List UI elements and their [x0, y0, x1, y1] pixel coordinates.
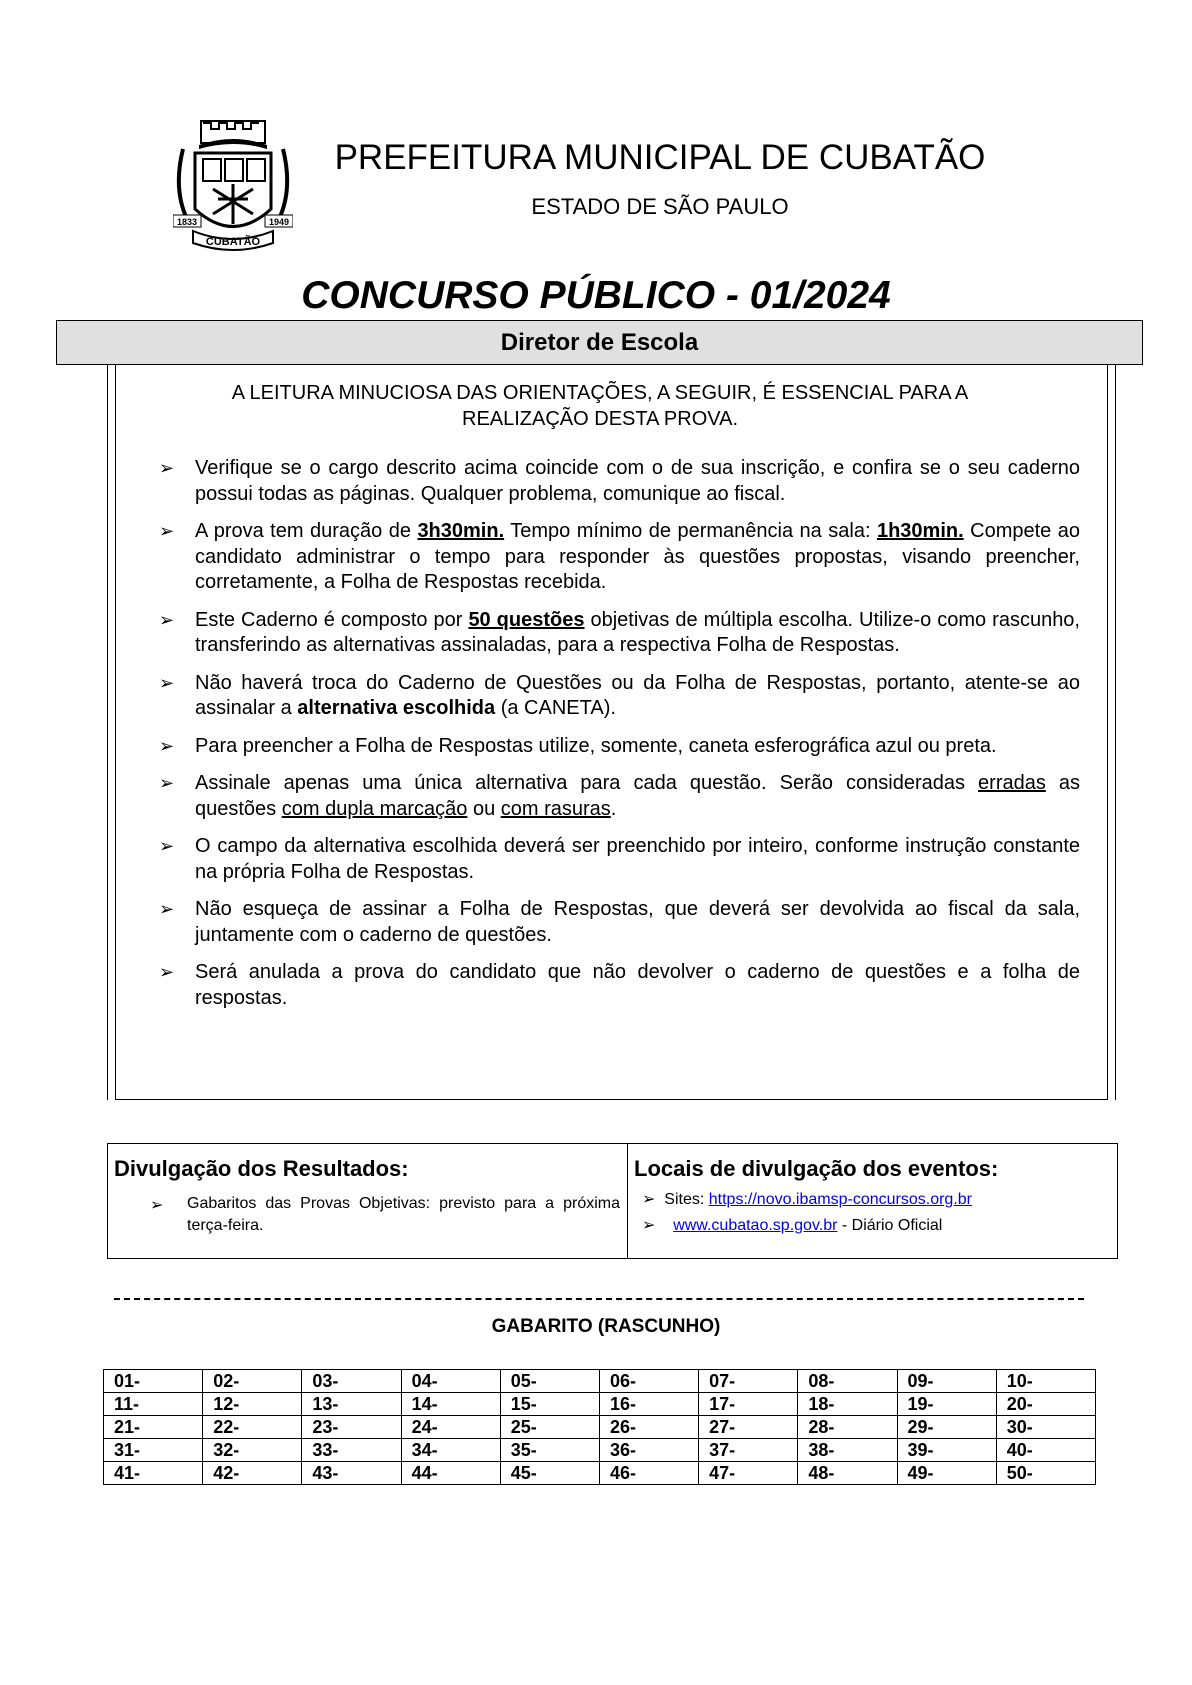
answer-cell[interactable]: 01- — [104, 1370, 203, 1393]
table-row — [104, 1462, 1096, 1485]
answer-cell[interactable]: 36- — [599, 1439, 698, 1462]
answer-cell[interactable]: 32- — [203, 1439, 302, 1462]
answer-cell[interactable]: 34- — [401, 1439, 500, 1462]
answer-cell[interactable]: 08- — [798, 1370, 897, 1393]
answer-cell[interactable]: 45- — [500, 1462, 599, 1485]
instruction-item: ➢ Para preencher a Folha de Respostas utilize, somente, caneta esferográfica azul ou preta. — [159, 734, 1080, 760]
answer-cell[interactable]: 28- — [798, 1416, 897, 1439]
ibamsp-link[interactable]: https://novo.ibamsp-concursos.org.br — [708, 1191, 972, 1208]
answer-cell[interactable]: 02- — [203, 1370, 302, 1393]
answer-cell[interactable]: 19- — [897, 1393, 996, 1416]
answer-cell[interactable]: 15- — [500, 1393, 599, 1416]
answer-key-title: GABARITO (RASCUNHO) — [491, 1316, 721, 1337]
answer-cell[interactable]: 10- — [996, 1370, 1095, 1393]
cubatao-coat-of-arms-logo — [173, 119, 293, 255]
answer-cell[interactable]: 23- — [302, 1416, 401, 1439]
answer-cell[interactable]: 43- — [302, 1462, 401, 1485]
answer-cell[interactable]: 25- — [500, 1416, 599, 1439]
answer-cell[interactable]: 21- — [104, 1416, 203, 1439]
municipality-title: PREFEITURA MUNICIPAL DE CUBATÃO — [334, 138, 986, 177]
answer-cell[interactable]: 04- — [401, 1370, 500, 1393]
results-title: Divulgação dos Resultados: — [114, 1156, 409, 1181]
instruction-item: ➢ Não esqueça de assinar a Folha de Respostas, que deverá ser devolvida ao fiscal da sala, juntamente com o caderno de questões. — [159, 898, 1080, 946]
state-subtitle: ESTADO DE SÃO PAULO — [531, 194, 789, 219]
instruction-item: ➢ Será anulada a prova do candidato que não devolver o caderno de questões e a folha de respostas. — [159, 961, 1080, 1009]
instruction-item: ➢ Este Caderno é composto por 50 questões objetivas de múltipla escolha. Utilize-o como rascunho, transferindo as alternativas assinaladas, para a respectiva Folha de Respostas. — [159, 608, 1080, 656]
arrow-bullet-icon: ➢ — [159, 458, 175, 478]
answer-cell[interactable]: 35- — [500, 1439, 599, 1462]
arrow-bullet-icon: ➢ — [159, 836, 175, 856]
arrow-bullet-icon: ➢ — [159, 899, 175, 919]
arrow-bullet-icon: ➢ — [159, 672, 175, 693]
table-row — [104, 1370, 1096, 1393]
job-role-banner: Diretor de Escola — [56, 320, 1143, 365]
results-item: ➢ Gabaritos das Provas Objetivas: previsto para a próxima terça-feira. — [150, 1195, 620, 1234]
answer-cell[interactable]: 33- — [302, 1439, 401, 1462]
answer-cell[interactable]: 06- — [599, 1370, 698, 1393]
answer-cell[interactable]: 13- — [302, 1393, 401, 1416]
answer-cell[interactable]: 50- — [996, 1462, 1095, 1485]
arrow-bullet-icon: ➢ — [642, 1217, 656, 1234]
arrow-bullet-icon: ➢ — [159, 609, 175, 630]
instructions-list — [159, 456, 1080, 1023]
divider — [627, 1143, 628, 1259]
answer-cell[interactable]: 48- — [798, 1462, 897, 1485]
locations-title: Locais de divulgação dos eventos: — [634, 1156, 999, 1181]
answer-cell[interactable]: 14- — [401, 1393, 500, 1416]
instructions-intro: A LEITURA MINUCIOSA DAS ORIENTAÇÕES, A SEGUIR, É ESSENCIAL PARA A REALIZAÇÃO DESTA PROVA. — [231, 382, 969, 430]
arrow-bullet-icon: ➢ — [150, 1197, 164, 1214]
instruction-item: ➢ Verifique se o cargo descrito acima coincide com o de sua inscrição, e confira se o seu caderno possui todas as páginas. Qualquer problema, comunique ao fiscal. — [159, 457, 1080, 505]
arrow-bullet-icon: ➢ — [159, 521, 175, 541]
answer-cell[interactable]: 31- — [104, 1439, 203, 1462]
instruction-item: ➢ Não haverá troca do Caderno de Questões ou da Folha de Respostas, portanto, atente-se ao assinalar a alternativa escolhida (a CANETA). — [159, 671, 1080, 719]
instruction-item: ➢ O campo da alternativa escolhida deverá ser preenchido por inteiro, conforme instrução constante na própria Folha de Respostas. — [159, 835, 1080, 883]
answer-cell[interactable]: 16- — [599, 1393, 698, 1416]
answer-cell[interactable]: 46- — [599, 1462, 698, 1485]
answer-cell[interactable]: 22- — [203, 1416, 302, 1439]
svg-text:CUBATÃO: CUBATÃO — [205, 236, 261, 248]
answer-cell[interactable]: 49- — [897, 1462, 996, 1485]
table-row — [104, 1416, 1096, 1439]
location-official: ➢ www.cubatao.sp.gov.br - Diário Oficial — [642, 1217, 943, 1234]
answer-cell[interactable]: 07- — [699, 1370, 798, 1393]
answer-cell[interactable]: 26- — [599, 1416, 698, 1439]
answer-cell[interactable]: 39- — [897, 1439, 996, 1462]
border-line — [107, 365, 108, 1100]
exam-title: CONCURSO PÚBLICO - 01/2024 — [301, 274, 891, 317]
instruction-item: ➢ Assinale apenas uma única alternativa para cada questão. Serão consideradas erradas as questões com dupla marcação ou com rasuras. — [159, 772, 1081, 820]
answer-cell[interactable]: 05- — [500, 1370, 599, 1393]
answer-cell[interactable]: 44- — [401, 1462, 500, 1485]
svg-text:1949: 1949 — [268, 217, 290, 227]
answer-cell[interactable]: 37- — [699, 1439, 798, 1462]
answer-cell[interactable]: 47- — [699, 1462, 798, 1485]
answer-cell[interactable]: 30- — [996, 1416, 1095, 1439]
table-row — [104, 1393, 1096, 1416]
location-sites: ➢ Sites: https://novo.ibamsp-concursos.org.br — [642, 1191, 972, 1208]
arrow-bullet-icon: ➢ — [159, 773, 175, 793]
answer-cell[interactable]: 09- — [897, 1370, 996, 1393]
cut-line — [114, 1298, 1084, 1300]
svg-text:1833: 1833 — [176, 217, 198, 227]
answer-cell[interactable]: 11- — [104, 1393, 203, 1416]
answer-cell[interactable]: 42- — [203, 1462, 302, 1485]
answer-cell[interactable]: 24- — [401, 1416, 500, 1439]
answer-cell[interactable]: 41- — [104, 1462, 203, 1485]
answer-cell[interactable]: 03- — [302, 1370, 401, 1393]
answer-cell[interactable]: 12- — [203, 1393, 302, 1416]
arrow-bullet-icon: ➢ — [159, 962, 175, 982]
border-line — [1115, 365, 1116, 1100]
answer-cell[interactable]: 40- — [996, 1439, 1095, 1462]
instruction-item: ➢ A prova tem duração de 3h30min. Tempo mínimo de permanência na sala: 1h30min. Compete ao candidato administrar o tempo para responder às questões propostas, visando preencher, corretamente, a Folha de Respostas recebida. — [159, 520, 1080, 593]
arrow-bullet-icon: ➢ — [642, 1191, 656, 1208]
answer-cell[interactable]: 38- — [798, 1439, 897, 1462]
answer-cell[interactable]: 18- — [798, 1393, 897, 1416]
cubatao-link[interactable]: www.cubatao.sp.gov.br — [673, 1217, 838, 1234]
answer-cell[interactable]: 17- — [699, 1393, 798, 1416]
answer-cell[interactable]: 27- — [699, 1416, 798, 1439]
arrow-bullet-icon: ➢ — [159, 735, 175, 756]
answer-key-table — [103, 1369, 1096, 1485]
table-row — [104, 1439, 1096, 1462]
answer-cell[interactable]: 29- — [897, 1416, 996, 1439]
answer-cell[interactable]: 20- — [996, 1393, 1095, 1416]
